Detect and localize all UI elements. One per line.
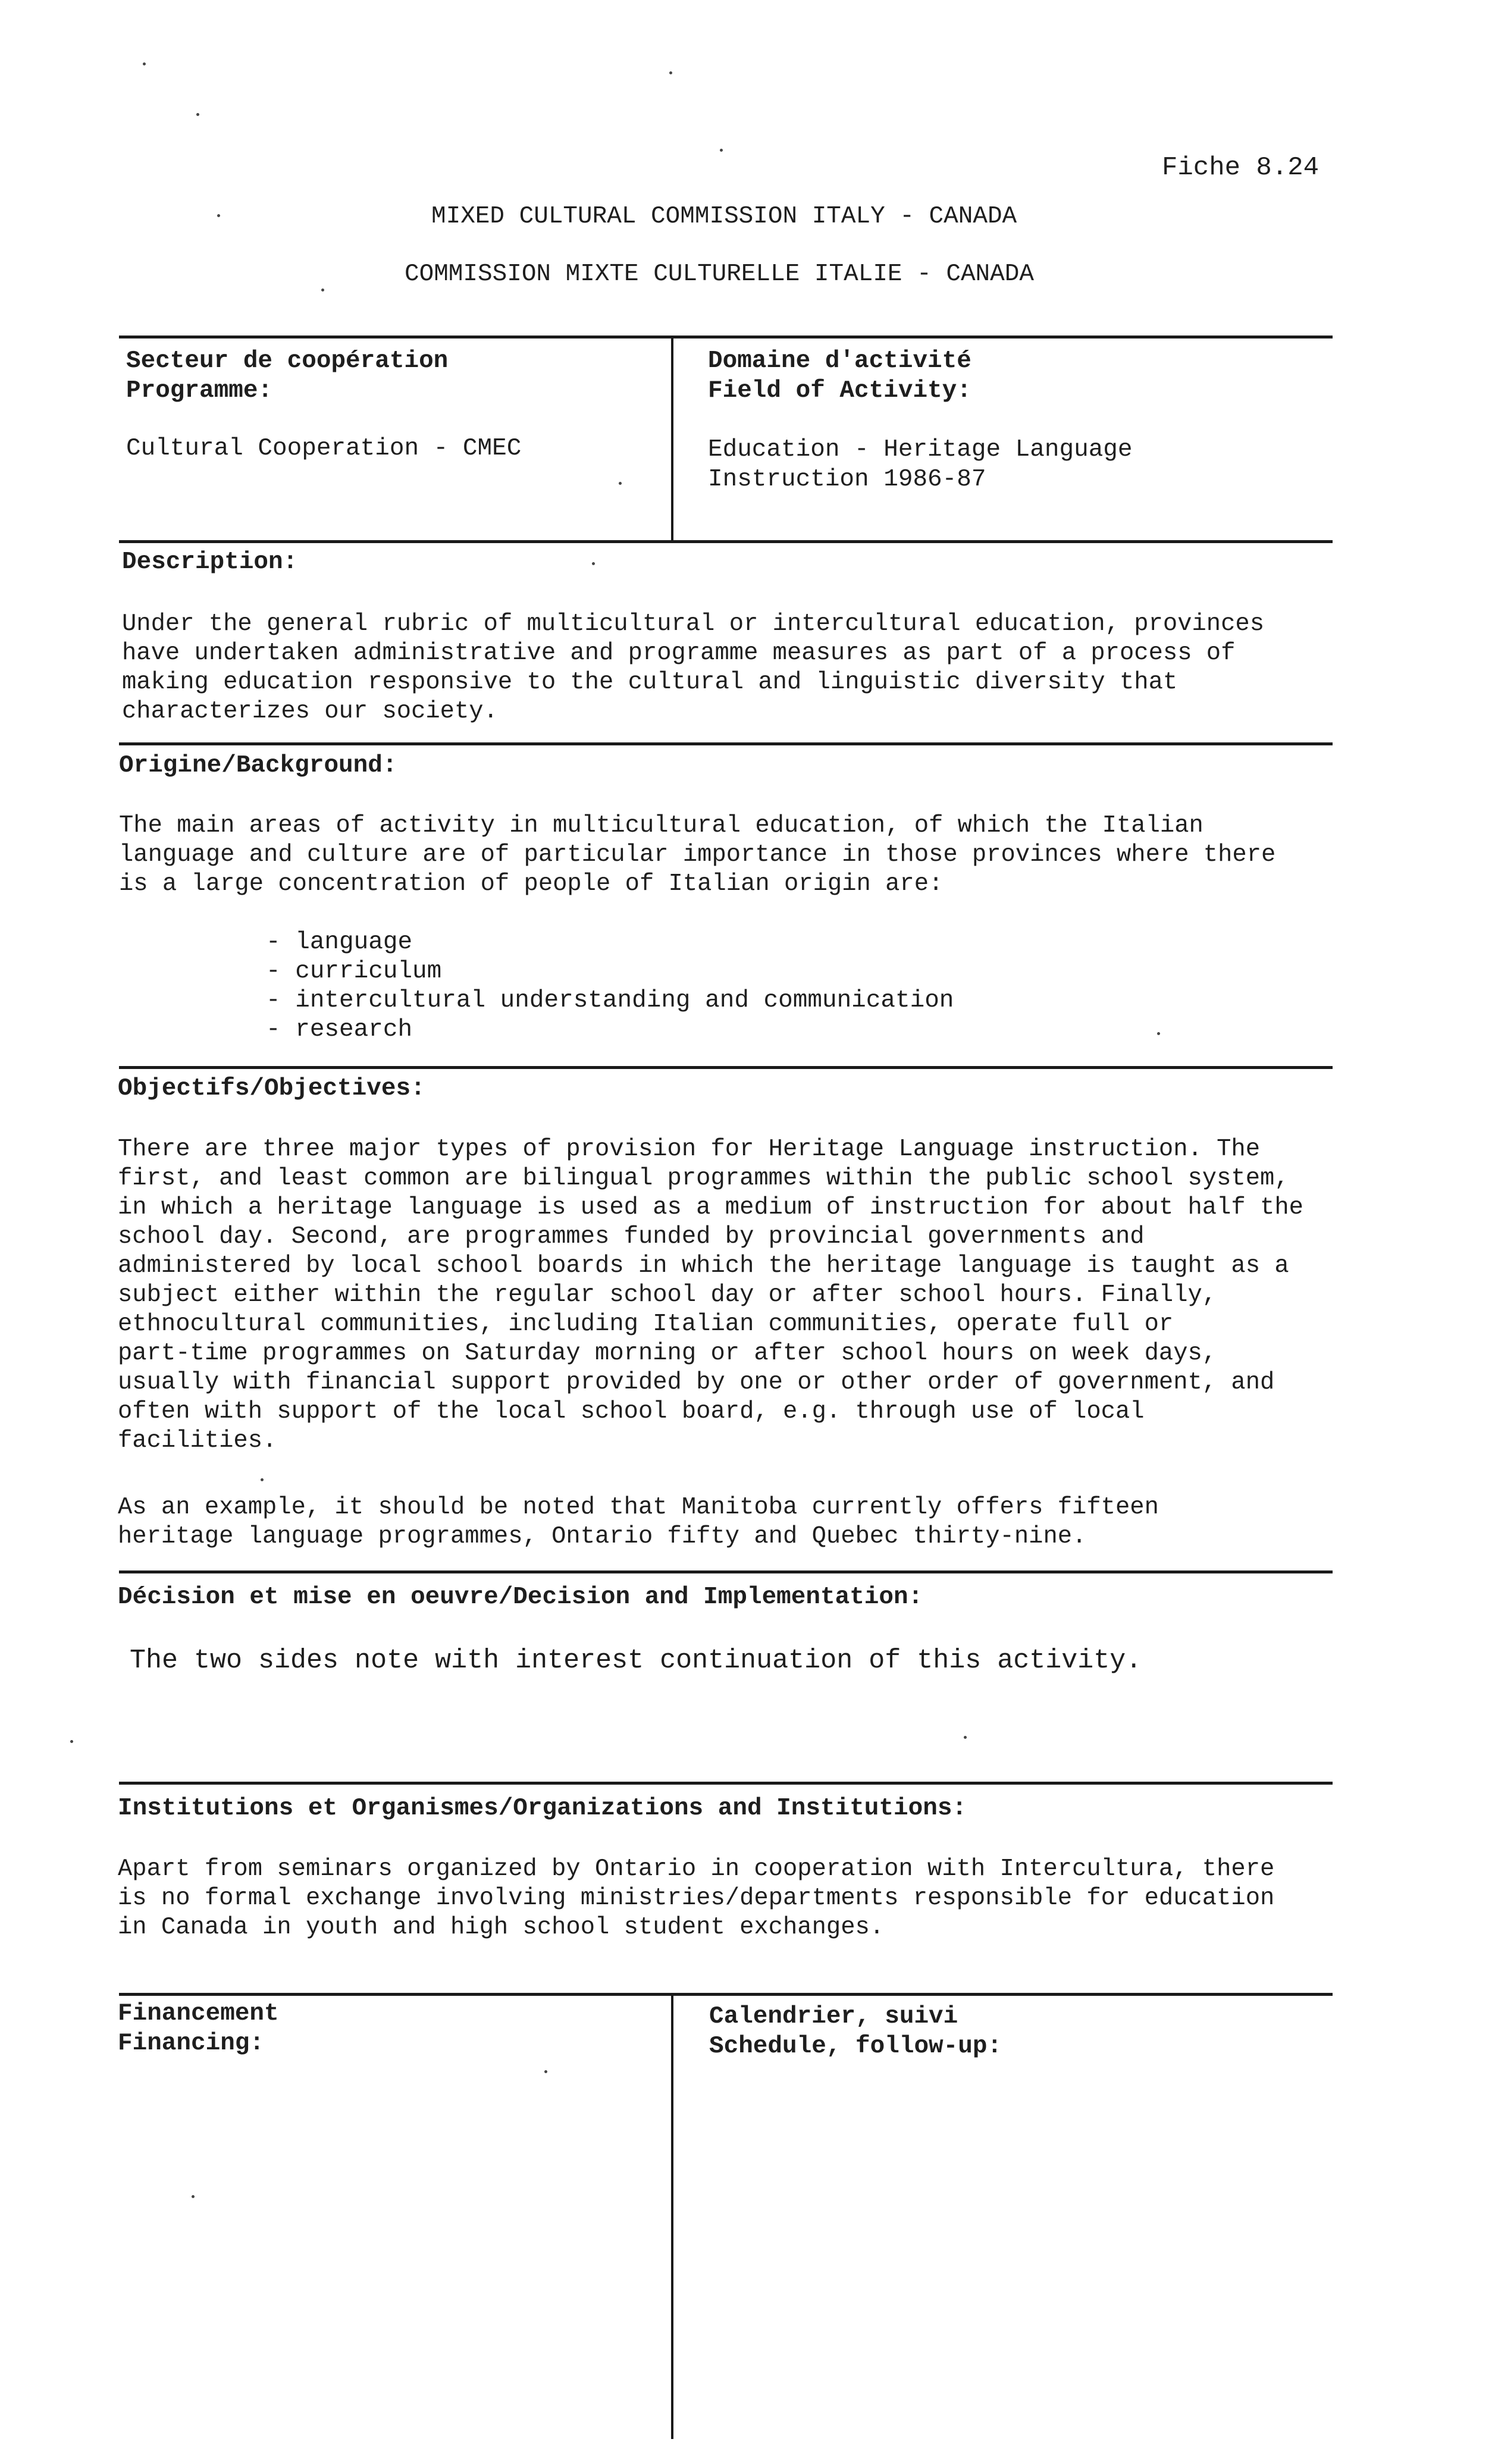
decision-rule: [119, 1782, 1333, 1785]
scan-speck: [217, 214, 220, 217]
sector-label: Secteur de coopération: [126, 347, 449, 375]
field-value-line-1: Education - Heritage Language: [708, 436, 1133, 463]
schedule-label-fr: Calendrier, suivi: [709, 2003, 958, 2030]
decision-heading: Décision et mise en oeuvre/Decision and Implementation:: [118, 1584, 923, 1611]
background-rule: [119, 1066, 1333, 1069]
financing-label-en: Financing:: [118, 2030, 265, 2057]
scan-speck: [196, 113, 199, 116]
list-item: - curriculum: [266, 957, 954, 986]
programme-label: Programme:: [126, 377, 273, 405]
list-item: - research: [266, 1015, 954, 1045]
title-french: COMMISSION MIXTE CULTURELLE ITALIE - CANADA: [405, 261, 1034, 288]
scan-speck: [720, 149, 723, 152]
list-item: - intercultural understanding and communication: [266, 986, 954, 1015]
financing-label-fr: Financement: [118, 2000, 279, 2027]
institutions-text: Apart from seminars organized by Ontario in cooperation with Interc​ultura, there is no formal exchange involving ministries/departments responsible for education in Canada in youth and high school student exchanges.: [118, 1855, 1275, 1941]
objectives-example: As an example, it should be noted that Manitoba currently offers fifteen heritage language programmes, Ontario fifty and Quebec thirty-nine.: [118, 1494, 1159, 1550]
scan-speck: [70, 1740, 73, 1743]
schedule-label-en: Schedule, follow-up:: [709, 2033, 1002, 2060]
background-list: [266, 928, 954, 1045]
field-of-activity-label: Field of Activity:: [708, 377, 971, 405]
description-text: Under the general rubric of multicultural or intercultural education, provinces have undertaken administrative and programme measures as part of a process of making education responsive to the cultural and linguistic diversity that characterizes our society.: [122, 610, 1265, 725]
scan-speck: [544, 2070, 547, 2073]
description-heading: Description:: [122, 548, 298, 576]
scan-speck: [321, 289, 324, 291]
title-english: MIXED CULTURAL COMMISSION ITALY - CANADA: [431, 203, 1017, 230]
scan-speck: [619, 482, 622, 485]
top-table-bottom-rule: [119, 540, 1333, 543]
objectives-text: There are three major types of provision for Heritage Language instruction. The first, and least common are bilingual programmes within the public school system, in which a heritage language is used as a medium of instruction for about half the school day. Second, are programmes funded by provincial governments and administered by local school boards in which the heritage language is taught as a subject either within the regular school day or after school hours. Finally, ethnocultural communities, including Italian communities, operate full or part-time programmes on Saturday morning or after school hours on week days, usually with financial support provided by one or other order of government, and often with support of the local school board, e.g. through use of local facilities.: [118, 1136, 1303, 1454]
scan-speck: [261, 1478, 264, 1481]
scan-speck: [1157, 1032, 1160, 1035]
objectives-rule: [119, 1570, 1333, 1573]
list-item: - language: [266, 928, 954, 957]
bottom-table-top-rule: [119, 1993, 1333, 1996]
objectives-heading: Objectifs/Objectives:: [118, 1075, 425, 1102]
top-table-top-rule: [119, 336, 1333, 338]
background-heading: Origine/Background:: [119, 752, 397, 779]
institutions-heading: Institutions et Organismes/Organizations and Institutions:: [118, 1795, 967, 1822]
field-value-line-2: Instruction 1986-87: [708, 466, 986, 493]
scan-speck: [592, 562, 595, 565]
scan-speck: [192, 2195, 195, 2198]
top-table-divider: [671, 338, 673, 540]
scan-speck: [669, 71, 672, 74]
programme-value: Cultural Cooperation - CMEC: [126, 435, 522, 462]
scan-speck: [964, 1736, 967, 1739]
description-rule: [119, 742, 1333, 745]
fiche-number: Fiche 8.24: [1162, 153, 1320, 183]
bottom-table-divider: [671, 1996, 673, 2439]
scan-speck: [143, 62, 146, 65]
background-text: The main areas of activity in multicultural education, of which the Italian language and culture are of particular importance in those provinces where there is a large concentration of people of Italian origin are:: [119, 812, 1276, 898]
decision-text: The two sides note with interest continuation of this activity.: [130, 1645, 1142, 1676]
domain-label: Domaine d'activité: [708, 347, 971, 375]
